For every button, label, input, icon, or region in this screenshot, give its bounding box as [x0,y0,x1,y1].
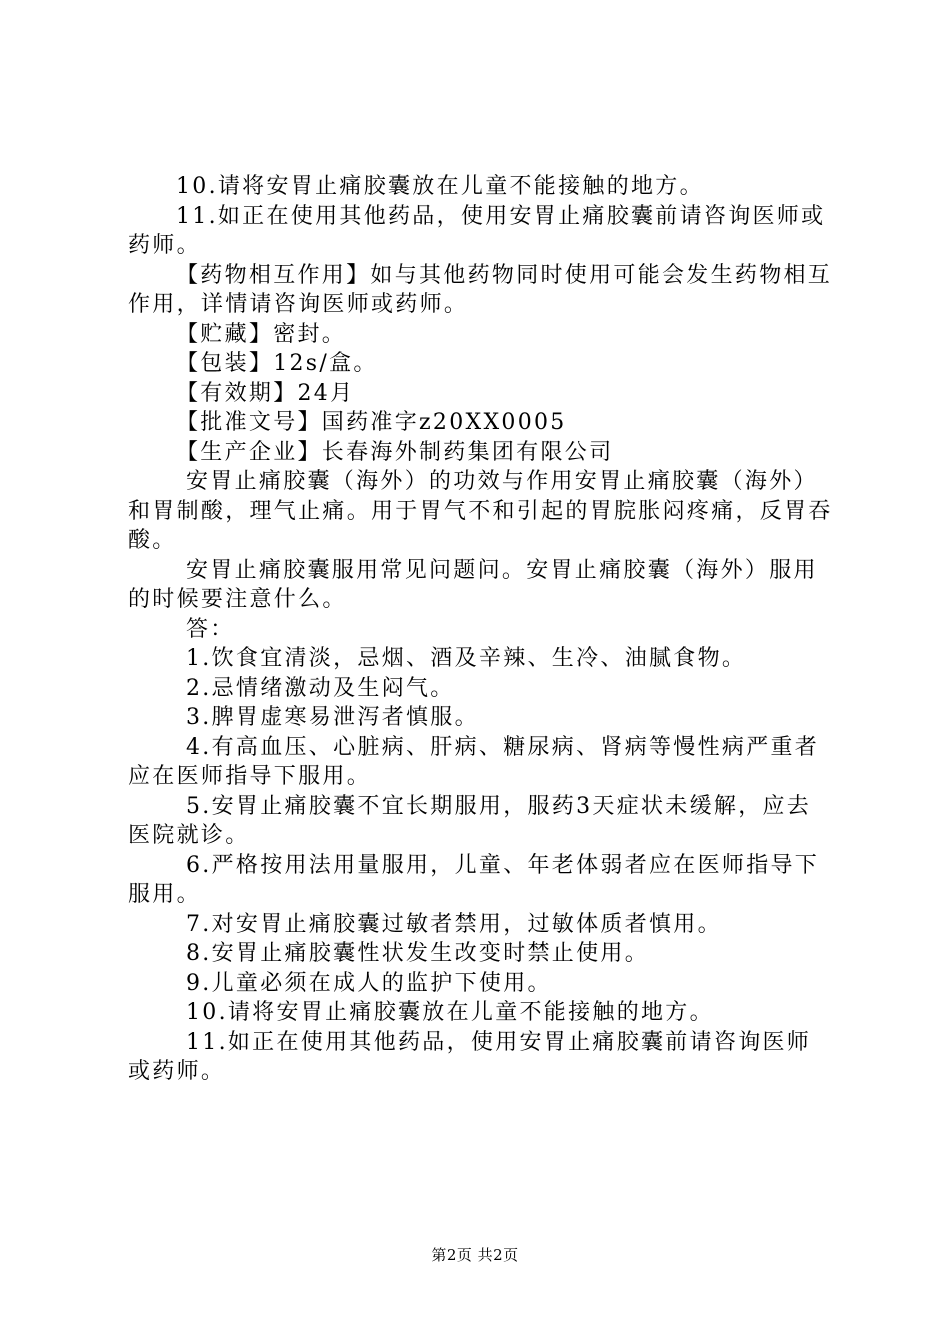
paragraph: 【批准文号】国药准字z20XX0005 [176,410,567,435]
paragraph: 5.安胃止痛胶囊不宜长期服用，服药3天症状未缓解，应去医院就诊。 [128,793,812,848]
paragraph: 8.安胃止痛胶囊性状发生改变时禁止使用。 [186,941,649,966]
paragraph: 11.如正在使用其他药品，使用安胃止痛胶囊前请咨询医师或药师。 [128,203,826,258]
paragraph: 【药物相互作用】如与其他药物同时使用可能会发生药物相互作用，详情请咨询医师或药师。 [128,262,833,317]
paragraph: 7.对安胃止痛胶囊过敏者禁用，过敏体质者慎用。 [186,911,722,937]
paragraph: 3.脾胃虚寒易泄泻者慎服。 [186,705,479,730]
paragraph: 【贮藏】密封。 [176,321,347,347]
paragraph: 9.儿童必须在成人的监护下使用。 [186,970,552,996]
paragraph: 【生产企业】长春海外制药集团有限公司 [176,439,614,465]
paragraph: 【有效期】24月 [176,380,355,406]
paragraph: 安胃止痛胶囊服用常见问题问。安胃止痛胶囊（海外）服用的时候要注意什么。 [128,557,818,612]
paragraph: 10.请将安胃止痛胶囊放在儿童不能接触的地方。 [186,1000,714,1025]
paragraph: 1.饮食宜清淡，忌烟、酒及辛辣、生冷、油腻食物。 [186,646,747,671]
paragraph: 6.严格按用法用量服用，儿童、年老体弱者应在医师指导下服用。 [128,852,820,907]
paragraph: 【包装】12s/盒。 [176,351,378,376]
paragraph: 答： [186,616,235,642]
paragraph: 10.请将安胃止痛胶囊放在儿童不能接触的地方。 [176,174,704,199]
paragraph: 4.有高血压、心脏病、肝病、糖尿病、肾病等慢性病严重者应在医师指导下服用。 [128,734,820,789]
document-body [128,172,833,1087]
paragraph: 安胃止痛胶囊（海外）的功效与作用安胃止痛胶囊（海外）和胃制酸，理气止痛。用于胃气不和引起的胃脘胀闷疼痛，反胃吞酸。 [128,469,833,553]
paragraph: 2.忌情绪激动及生闷气。 [186,675,455,701]
page-footer: 第2页 共2页 [431,1246,519,1264]
paragraph: 11.如正在使用其他药品，使用安胃止痛胶囊前请咨询医师或药师。 [128,1029,812,1084]
